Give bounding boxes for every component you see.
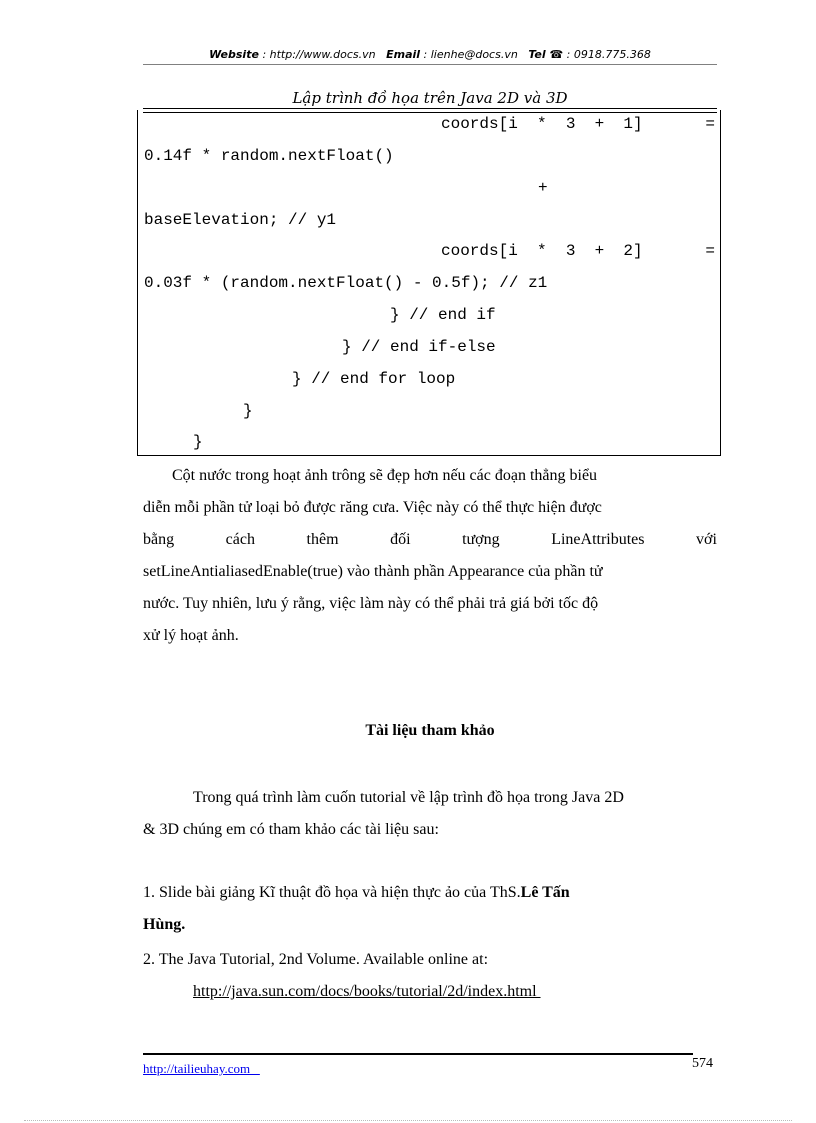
email-label: Email: [386, 48, 421, 61]
reference-url-link[interactable]: http://java.sun.com/docs/books/tutorial/2d/index.html: [193, 983, 541, 1000]
code-line: =: [705, 115, 715, 133]
body-paragraph: [143, 460, 717, 652]
word: thêm: [306, 531, 339, 548]
code-line: coords[i * 3 + 1]: [441, 115, 643, 133]
paragraph-line: xử lý hoạt ảnh.: [143, 627, 239, 644]
word: LineAttributes: [551, 531, 645, 548]
code-line: coords[i * 3 + 2]: [441, 242, 643, 260]
code-line: baseElevation; // y1: [144, 211, 337, 229]
page-bottom-border: [24, 1120, 792, 1121]
code-line: 0.03f * (random.nextFloat() - 0.5f); // z1: [144, 274, 548, 292]
code-line: } // end for loop: [292, 370, 456, 388]
reference-author: Lê Tấn: [520, 884, 570, 901]
code-line: }: [193, 433, 203, 451]
paragraph-line-justified: [143, 524, 717, 556]
word: với: [696, 531, 717, 548]
word: tượng: [462, 531, 500, 548]
page-number: 574: [692, 1056, 713, 1071]
tel-value: : 0918.775.368: [566, 48, 651, 61]
footer-website-link[interactable]: http://tailieuhay.com: [143, 1061, 260, 1076]
paragraph-line: nước. Tuy nhiên, lưu ý rằng, việc làm này có thể phải trả giá bởi tốc độ: [143, 595, 599, 612]
footer-rule: [143, 1053, 693, 1055]
references-intro: Trong quá trình làm cuốn tutorial về lập trình đồ họa trong Java 2D: [193, 789, 624, 806]
paragraph-line: diễn mỗi phần tử loại bỏ được răng cưa. Việc này có thể thực hiện được: [143, 499, 602, 516]
reference-author-cont: Hùng.: [143, 916, 186, 933]
tel-label: Tel ☎: [528, 48, 564, 61]
reference-item-1: [143, 884, 570, 902]
references-title: Tài liệu tham khảo: [365, 722, 495, 739]
reference-item-text: 1. Slide bài giảng Kĩ thuật đồ họa và hiện thực ảo của ThS.: [143, 884, 521, 901]
website-value[interactable]: : http://www.docs.vn: [262, 48, 376, 61]
code-line: +: [538, 179, 548, 197]
document-subtitle: Lập trình đồ họa trên Java 2D và 3D: [292, 89, 568, 107]
code-line: }: [243, 402, 253, 420]
header-contact-line: [143, 48, 717, 61]
word: bằng: [143, 531, 175, 548]
paragraph-line: Cột nước trong hoạt ảnh trông sẽ đẹp hơn nếu các đoạn thẳng biểu: [172, 467, 598, 484]
website-label: Website: [209, 48, 259, 61]
code-line: } // end if-else: [342, 338, 496, 356]
references-intro: & 3D chúng em có tham khảo các tài liệu sau:: [143, 821, 439, 838]
code-line: =: [705, 242, 715, 260]
reference-item-2: 2. The Java Tutorial, 2nd Volume. Available online at:: [143, 951, 489, 968]
code-line: 0.14f * random.nextFloat(): [144, 147, 394, 165]
header-divider: [143, 64, 717, 65]
paragraph-line: setLineAntialiasedEnable(true) vào thành phần Appearance của phần tử: [143, 563, 603, 580]
word: cách: [225, 531, 255, 548]
word: đối: [390, 531, 411, 548]
email-value[interactable]: : lienhe@docs.vn: [423, 48, 518, 61]
code-line: } // end if: [390, 306, 496, 324]
